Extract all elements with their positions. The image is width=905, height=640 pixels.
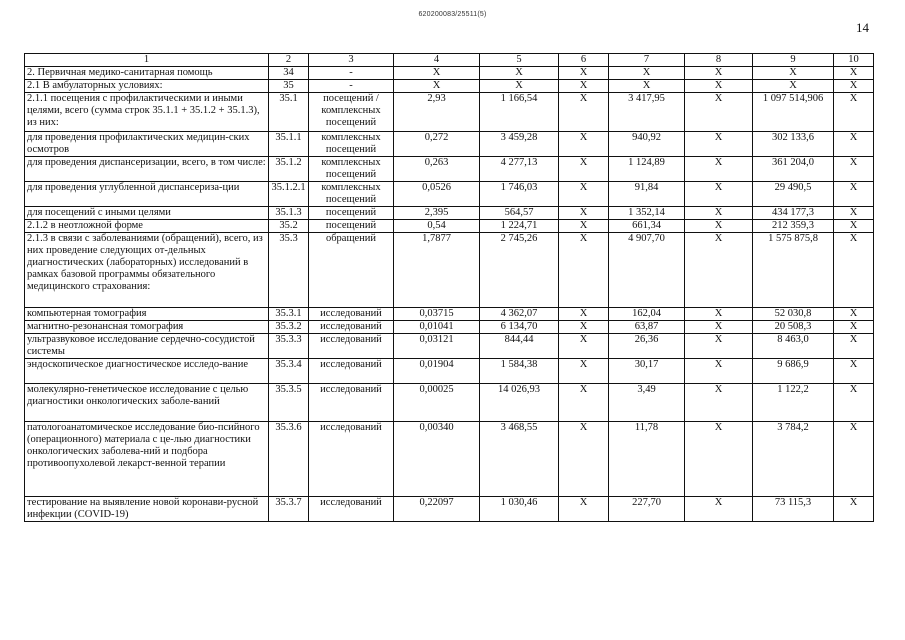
col9-cell: 73 115,3: [753, 497, 834, 522]
col6-cell: X: [559, 182, 609, 207]
column-number-cell: 3: [309, 54, 394, 67]
col8-cell: X: [685, 497, 753, 522]
column-number-cell: 9: [753, 54, 834, 67]
col9-cell: X: [753, 80, 834, 93]
unit-cell: исследований: [309, 359, 394, 384]
table-row: [25, 233, 874, 308]
col7-cell: X: [609, 67, 685, 80]
row-code-cell: 35: [269, 80, 309, 93]
table-row: [25, 182, 874, 207]
col10-cell: X: [834, 182, 874, 207]
row-name-cell: 2.1.3 в связи с заболеваниями (обращений), всего, из них проведение следующих от-дельных диагностических (лабораторных) исследований в рамках базовой программы обязательного медицинского страхования:: [25, 233, 269, 308]
unit-cell: посещений / комплексных посещений: [309, 93, 394, 132]
col9-cell: 361 204,0: [753, 157, 834, 182]
row-code-cell: 35.1: [269, 93, 309, 132]
column-number-row: [25, 54, 874, 67]
col9-cell: 1 122,2: [753, 384, 834, 422]
column-number-cell: 2: [269, 54, 309, 67]
col10-cell: X: [834, 207, 874, 220]
col9-cell: 1 575 875,8: [753, 233, 834, 308]
col10-cell: X: [834, 497, 874, 522]
col5-cell: 14 026,93: [480, 384, 559, 422]
col4-cell: 2,395: [394, 207, 480, 220]
table-row: [25, 422, 874, 497]
col7-cell: 940,92: [609, 132, 685, 157]
col6-cell: X: [559, 233, 609, 308]
unit-cell: посещений: [309, 207, 394, 220]
col7-cell: 1 352,14: [609, 207, 685, 220]
page-number: 14: [856, 20, 869, 35]
col9-cell: 3 784,2: [753, 422, 834, 497]
col9-cell: 212 359,3: [753, 220, 834, 233]
row-code-cell: 35.1.3: [269, 207, 309, 220]
row-name-cell: патологоанатомическое исследование био-псийного (операционного) материала с це-лью диагностики онкологических заболева-ний и подбора противоопухолевой лекарст-венной терапии: [25, 422, 269, 497]
unit-cell: исследований: [309, 384, 394, 422]
unit-cell: -: [309, 80, 394, 93]
row-name-cell: ультразвуковое исследование сердечно-сосудистой системы: [25, 334, 269, 359]
col5-cell: X: [480, 67, 559, 80]
col6-cell: X: [559, 422, 609, 497]
col9-cell: 9 686,9: [753, 359, 834, 384]
col10-cell: X: [834, 220, 874, 233]
table-row: [25, 497, 874, 522]
row-code-cell: 35.1.2.1: [269, 182, 309, 207]
col7-cell: 3 417,95: [609, 93, 685, 132]
col5-cell: 1 166,54: [480, 93, 559, 132]
col7-cell: 162,04: [609, 308, 685, 321]
col7-cell: 11,78: [609, 422, 685, 497]
col7-cell: 4 907,70: [609, 233, 685, 308]
col5-cell: 3 459,28: [480, 132, 559, 157]
col5-cell: 844,44: [480, 334, 559, 359]
col10-cell: X: [834, 308, 874, 321]
col7-cell: 1 124,89: [609, 157, 685, 182]
row-code-cell: 35.3.6: [269, 422, 309, 497]
unit-cell: комплексных посещений: [309, 157, 394, 182]
unit-cell: комплексных посещений: [309, 132, 394, 157]
row-name-cell: 2.1.2 в неотложной форме: [25, 220, 269, 233]
row-code-cell: 35.3: [269, 233, 309, 308]
col8-cell: X: [685, 157, 753, 182]
row-code-cell: 35.1.2: [269, 157, 309, 182]
col10-cell: X: [834, 67, 874, 80]
col10-cell: X: [834, 132, 874, 157]
col9-cell: 20 508,3: [753, 321, 834, 334]
col10-cell: X: [834, 359, 874, 384]
col6-cell: X: [559, 359, 609, 384]
col8-cell: X: [685, 207, 753, 220]
col9-cell: 29 490,5: [753, 182, 834, 207]
row-name-cell: 2.1.1 посещения с профилактическими и иными целями, всего (сумма строк 35.1.1 + 35.1.2 + 35.1.3), из них:: [25, 93, 269, 132]
row-code-cell: 35.3.5: [269, 384, 309, 422]
col4-cell: 0,03715: [394, 308, 480, 321]
col8-cell: X: [685, 182, 753, 207]
col8-cell: X: [685, 67, 753, 80]
col10-cell: X: [834, 334, 874, 359]
col6-cell: X: [559, 67, 609, 80]
col4-cell: 0,272: [394, 132, 480, 157]
col10-cell: X: [834, 80, 874, 93]
col6-cell: X: [559, 321, 609, 334]
col6-cell: X: [559, 157, 609, 182]
row-code-cell: 35.3.3: [269, 334, 309, 359]
col6-cell: X: [559, 497, 609, 522]
col4-cell: 1,7877: [394, 233, 480, 308]
col9-cell: 434 177,3: [753, 207, 834, 220]
col4-cell: 0,00340: [394, 422, 480, 497]
col9-cell: X: [753, 67, 834, 80]
col6-cell: X: [559, 220, 609, 233]
table-row: [25, 67, 874, 80]
col4-cell: 0,00025: [394, 384, 480, 422]
row-name-cell: для проведения углубленной диспансериза-ции: [25, 182, 269, 207]
row-code-cell: 35.3.7: [269, 497, 309, 522]
col7-cell: 30,17: [609, 359, 685, 384]
col5-cell: 3 468,55: [480, 422, 559, 497]
col4-cell: 0,22097: [394, 497, 480, 522]
col4-cell: 0,263: [394, 157, 480, 182]
col8-cell: X: [685, 321, 753, 334]
col10-cell: X: [834, 233, 874, 308]
col10-cell: X: [834, 384, 874, 422]
col7-cell: 26,36: [609, 334, 685, 359]
table-row: [25, 207, 874, 220]
col7-cell: 3,49: [609, 384, 685, 422]
unit-cell: исследований: [309, 334, 394, 359]
table-row: [25, 80, 874, 93]
col8-cell: X: [685, 80, 753, 93]
col8-cell: X: [685, 233, 753, 308]
col4-cell: X: [394, 67, 480, 80]
col5-cell: 1 584,38: [480, 359, 559, 384]
col8-cell: X: [685, 93, 753, 132]
col8-cell: X: [685, 308, 753, 321]
col9-cell: 1 097 514,906: [753, 93, 834, 132]
row-code-cell: 35.3.1: [269, 308, 309, 321]
col9-cell: 302 133,6: [753, 132, 834, 157]
col6-cell: X: [559, 308, 609, 321]
row-name-cell: молекулярно-генетическое исследование с целью диагностики онкологических заболе-ваний: [25, 384, 269, 422]
col7-cell: X: [609, 80, 685, 93]
col4-cell: 0,0526: [394, 182, 480, 207]
data-table: [24, 53, 874, 522]
row-code-cell: 34: [269, 67, 309, 80]
col7-cell: 661,34: [609, 220, 685, 233]
col8-cell: X: [685, 334, 753, 359]
unit-cell: посещений: [309, 220, 394, 233]
col7-cell: 63,87: [609, 321, 685, 334]
row-name-cell: эндоскопическое диагностическое исследо-вание: [25, 359, 269, 384]
unit-cell: комплексных посещений: [309, 182, 394, 207]
table-row: [25, 321, 874, 334]
col6-cell: X: [559, 207, 609, 220]
column-number-cell: 6: [559, 54, 609, 67]
col7-cell: 227,70: [609, 497, 685, 522]
unit-cell: исследований: [309, 497, 394, 522]
col4-cell: 2,93: [394, 93, 480, 132]
col8-cell: X: [685, 359, 753, 384]
row-name-cell: компьютерная томография: [25, 308, 269, 321]
column-number-cell: 4: [394, 54, 480, 67]
col5-cell: 1 224,71: [480, 220, 559, 233]
col6-cell: X: [559, 384, 609, 422]
col6-cell: X: [559, 93, 609, 132]
col8-cell: X: [685, 132, 753, 157]
col9-cell: 8 463,0: [753, 334, 834, 359]
col10-cell: X: [834, 422, 874, 497]
table-row: [25, 334, 874, 359]
column-number-cell: 5: [480, 54, 559, 67]
col5-cell: 6 134,70: [480, 321, 559, 334]
table-row: [25, 308, 874, 321]
table-row: [25, 93, 874, 132]
table-body: [25, 54, 874, 522]
column-number-cell: 7: [609, 54, 685, 67]
col4-cell: X: [394, 80, 480, 93]
row-name-cell: для проведения диспансеризации, всего, в том числе:: [25, 157, 269, 182]
unit-cell: обращений: [309, 233, 394, 308]
col9-cell: 52 030,8: [753, 308, 834, 321]
row-name-cell: магнитно-резонансная томография: [25, 321, 269, 334]
row-code-cell: 35.1.1: [269, 132, 309, 157]
column-number-cell: 10: [834, 54, 874, 67]
col6-cell: X: [559, 80, 609, 93]
col10-cell: X: [834, 157, 874, 182]
unit-cell: -: [309, 67, 394, 80]
col5-cell: 564,57: [480, 207, 559, 220]
col5-cell: X: [480, 80, 559, 93]
col8-cell: X: [685, 422, 753, 497]
row-name-cell: для посещений с иными целями: [25, 207, 269, 220]
col8-cell: X: [685, 220, 753, 233]
column-number-cell: 1: [25, 54, 269, 67]
row-code-cell: 35.3.2: [269, 321, 309, 334]
col5-cell: 4 277,13: [480, 157, 559, 182]
unit-cell: исследований: [309, 321, 394, 334]
col10-cell: X: [834, 321, 874, 334]
unit-cell: исследований: [309, 422, 394, 497]
col5-cell: 4 362,07: [480, 308, 559, 321]
row-code-cell: 35.3.4: [269, 359, 309, 384]
col5-cell: 1 746,03: [480, 182, 559, 207]
col5-cell: 2 745,26: [480, 233, 559, 308]
row-name-cell: 2.1 В амбулаторных условиях:: [25, 80, 269, 93]
document-id: 620200083/25511(5): [418, 11, 487, 18]
col6-cell: X: [559, 334, 609, 359]
col4-cell: 0,54: [394, 220, 480, 233]
row-name-cell: 2. Первичная медико-санитарная помощь: [25, 67, 269, 80]
row-name-cell: тестирование на выявление новой коронави-русной инфекции (COVID-19): [25, 497, 269, 522]
col6-cell: X: [559, 132, 609, 157]
unit-cell: исследований: [309, 308, 394, 321]
row-name-cell: для проведения профилактических медицин-ских осмотров: [25, 132, 269, 157]
table-row: [25, 359, 874, 384]
col4-cell: 0,01904: [394, 359, 480, 384]
col7-cell: 91,84: [609, 182, 685, 207]
table-row: [25, 384, 874, 422]
column-number-cell: 8: [685, 54, 753, 67]
col10-cell: X: [834, 93, 874, 132]
table-row: [25, 220, 874, 233]
table-row: [25, 157, 874, 182]
col8-cell: X: [685, 384, 753, 422]
col4-cell: 0,01041: [394, 321, 480, 334]
col4-cell: 0,03121: [394, 334, 480, 359]
row-code-cell: 35.2: [269, 220, 309, 233]
col5-cell: 1 030,46: [480, 497, 559, 522]
table-row: [25, 132, 874, 157]
